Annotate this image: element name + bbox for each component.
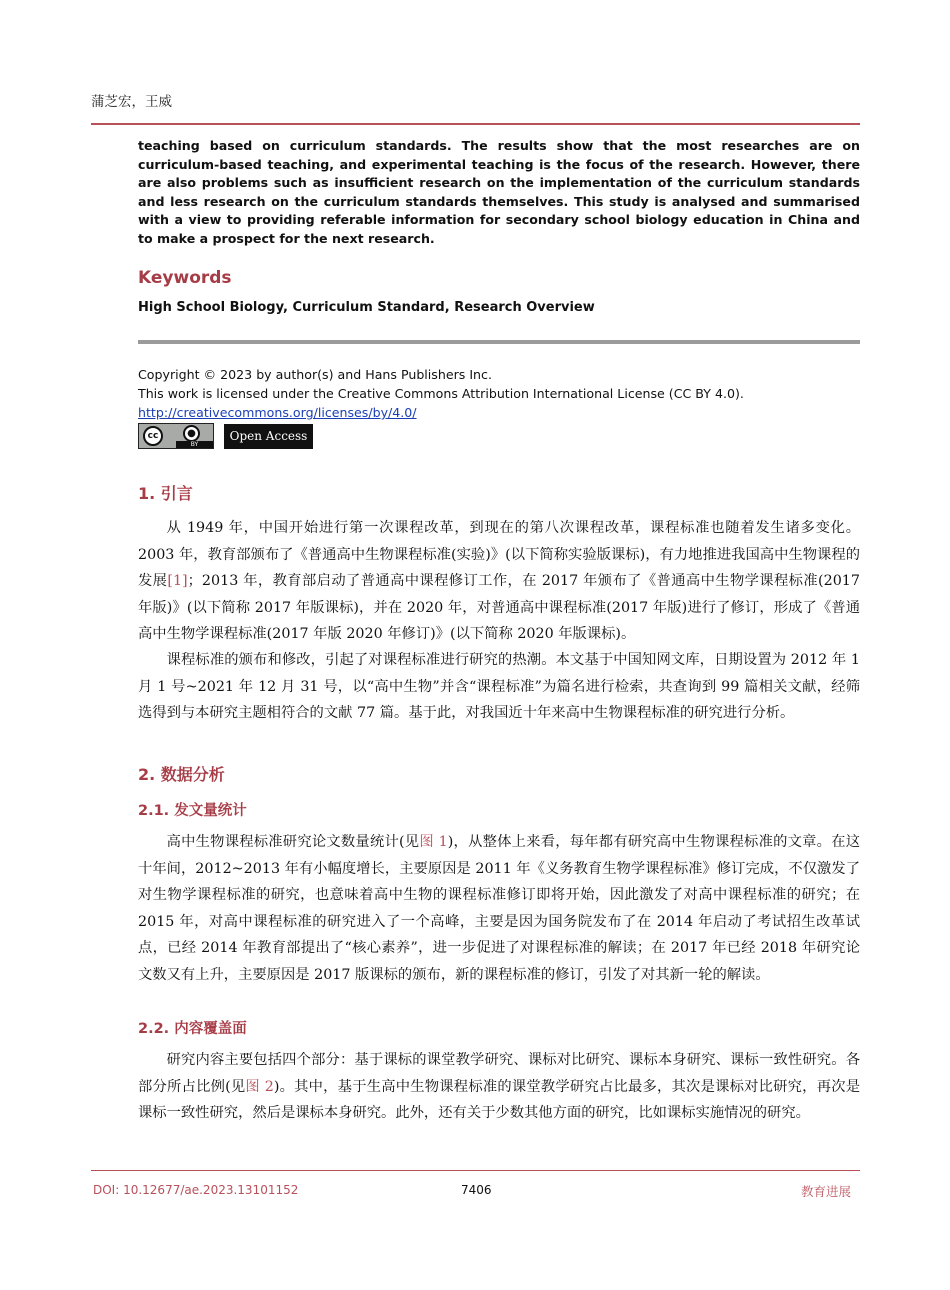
intro-p1-text-b: ；2013 年，教育部启动了普通高中课程修订工作，在 2017 年颁布了《普通高中生物学课程标准(2017 年版)》(以下简称 2017 年版课标)，并在 2020 年，对普通高中课程标准(2017 年版)进行了修订，形成了《普通高中生物学课程标准(2017 年版 2020 年修订)》(以下简称 2020 年版课标)。 [138, 573, 860, 642]
figure-1-link[interactable]: 图 1 [419, 834, 448, 850]
content-coverage-paragraph [138, 1047, 860, 1127]
intro-p1-text-a: 从 1949 年，中国开始进行第一次课程改革，到现在的第八次课程改革，课程标准也随着发生诸多变化。2003 年，教育部颁布了《普通高中生物课程标准(实验)》(以下简称实验版课标)，有力地推进我国高中生物课程的发展 [138, 520, 860, 589]
section-heading-data-analysis: 2. 数据分析 [138, 765, 225, 784]
by-label: BY [176, 441, 213, 448]
s22-text-a: 研究内容主要包括四个部分：基于课标的课堂教学研究、课标对比研究、课标本身研究、课标一致性研究。各部分所占比例(见 [138, 1052, 860, 1095]
figure-2-link[interactable]: 图 2 [245, 1078, 274, 1095]
subsection-heading-content-coverage: 2.2. 内容覆盖面 [138, 1021, 247, 1037]
cc-by-badge[interactable] [138, 423, 214, 449]
license-statement: This work is licensed under the Creative Commons Attribution International License (CC BY 4.0). [138, 386, 744, 401]
person-icon: ● [183, 425, 200, 442]
keywords-list: High School Biology, Curriculum Standard, Research Overview [138, 300, 595, 315]
footer-doi: DOI: 10.12677/ae.2023.13101152 [93, 1183, 299, 1197]
intro-paragraph-2: 课程标准的颁布和修改，引起了对课程标准进行研究的热潮。本文基于中国知网文库，日期设置为 2012 年 1 月 1 号~2021 年 12 月 31 号，以“高中生物”并含“课程标准”为篇名进行检索，共查询到 99 篇相关文献，经筛选得到与本研究主题相符合的文献 77 篇。基于此，对我国近十年来高中生物课程标准的研究进行分析。 [138, 652, 860, 721]
intro-paragraph-1 [138, 515, 860, 648]
page-number: 7406 [461, 1183, 492, 1197]
citation-link-1[interactable]: [1] [167, 573, 188, 589]
publication-count-paragraph [138, 829, 860, 988]
s21-text-a: 高中生物课程标准研究论文数量统计(见 [166, 834, 420, 850]
journal-name: 教育进展 [801, 1184, 852, 1199]
section-heading-introduction: 1. 引言 [138, 484, 193, 503]
header-divider [91, 123, 860, 125]
license-link[interactable]: http://creativecommons.org/licenses/by/4.0/ [138, 405, 417, 420]
subsection-heading-publication-count: 2.1. 发文量统计 [138, 803, 247, 819]
s21-text-b: )，从整体上来看，每年都有研究高中生物课程标准的文章。在这十年间，2012~2013 年有小幅度增长，主要原因是 2011 年《义务教育生物学课程标准》修订完成，不仅激发了对生物学课程标准的研究，也意味着高中生物的课程标准修订即将开始，因此激发了对高中课程标准的研究；在 2015 年，对高中课程标准的研究进入了一个高峰，主要是因为国务院发布了在 2014 年启动了考试招生改革试点，已经 2014 年教育部提出了“核心素养”，进一步促进了对课程标准的解读；在 2017 年已经 2018 年研究论文数又有上升，主要原因是 2017 版课标的颁布，新的课程标准的修订，引发了对其新一轮的解读。 [138, 834, 861, 983]
s22-text-b: )。其中，基于生高中生物课程标准的课堂教学研究占比最多，其次是课标对比研究，再次是课标一致性研究，然后是课标本身研究。此外，还有关于少数其他方面的研究，比如课标实施情况的研究。 [138, 1078, 861, 1121]
license-url-line [138, 405, 417, 420]
running-header-authors: 蒲芝宏，王威 [91, 94, 172, 110]
open-access-badge[interactable]: Open Access [224, 424, 313, 449]
footer-divider [91, 1170, 860, 1171]
cc-icon: cc [143, 426, 163, 446]
keywords-heading: Keywords [138, 268, 232, 288]
abstract-text: teaching based on curriculum standards. The results show that the most researches are on curriculum-based teaching, and experimental teaching is the focus of the research. However, there are also problems such as insufficient research on the implementation of the curriculum standards and less research on the curriculum standards themselves. This study is analysed and summarised with a view to providing referable information for secondary school biology education in China and to make a prospect for the next research. [138, 138, 860, 246]
copyright-line: Copyright © 2023 by author(s) and Hans Publishers Inc. [138, 367, 492, 382]
section-divider [138, 340, 860, 344]
